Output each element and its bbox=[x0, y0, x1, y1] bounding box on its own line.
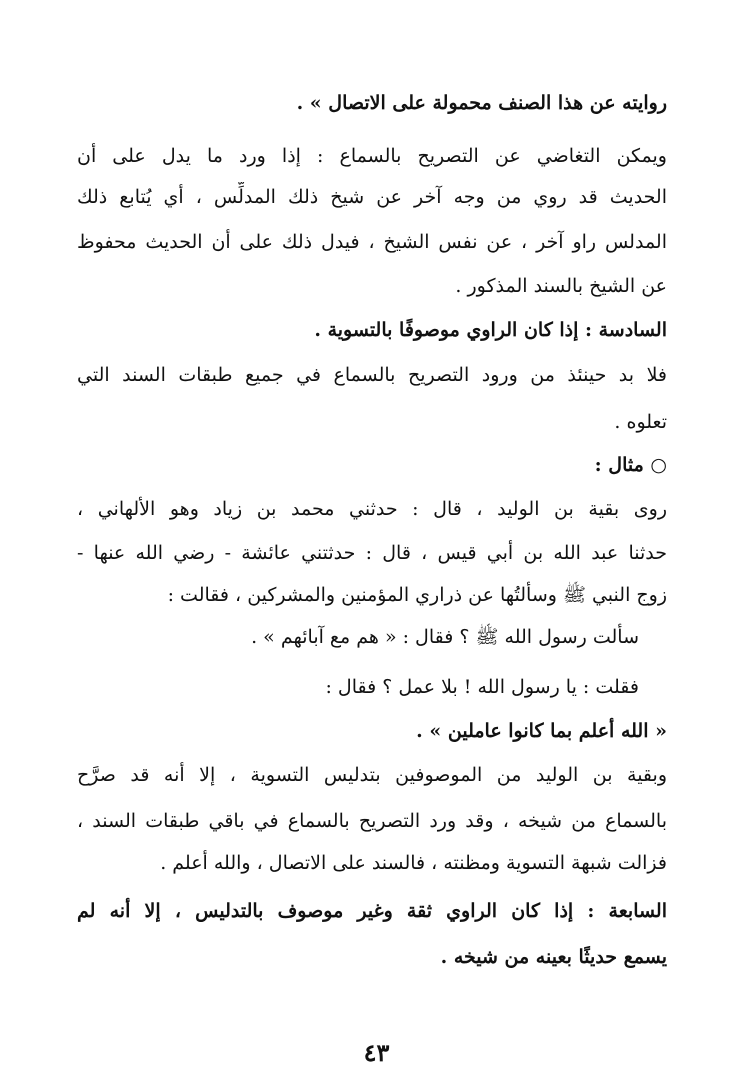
quote-line: « الله أعلم بما كانوا عاملين » . bbox=[416, 720, 667, 742]
text-line: المدلس راو آخر ، عن نفس الشيخ ، فيدل ذلك على أن الحديث محفوظ bbox=[77, 231, 667, 253]
page-number: ٤٣ bbox=[363, 1038, 390, 1067]
text-line: بالسماع من شيخه ، وقد ورد التصريح بالسماع في باقي طبقات السند ، bbox=[77, 810, 667, 832]
text-line: تعلوه . bbox=[614, 411, 667, 433]
text-line: الحديث قد روي من وجه آخر عن شيخ ذلك المدلِّس ، أي يُتابع ذلك bbox=[77, 186, 667, 208]
text-line: روايته عن هذا الصنف محمولة على الاتصال » . bbox=[296, 92, 667, 114]
text-line: روى بقية بن الوليد ، قال : حدثني محمد بن زياد وهو الألهاني ، bbox=[77, 498, 667, 520]
example-heading: ○ مثال : bbox=[594, 454, 667, 476]
text-line: زوج النبي ﷺ وسألتُها عن ذراري المؤمنين والمشركين ، فقالت : bbox=[167, 584, 667, 606]
text-line: يسمع حديثًا بعينه من شيخه . bbox=[440, 946, 667, 968]
text-line: عن الشيخ بالسند المذكور . bbox=[455, 275, 667, 297]
text-line: وبقية بن الوليد من الموصوفين بتدليس التسوية ، إلا أنه قد صرَّح bbox=[77, 764, 667, 786]
text-line: ويمكن التغاضي عن التصريح بالسماع : إذا ورد ما يدل على أن bbox=[77, 145, 667, 167]
section-heading: السادسة : إذا كان الراوي موصوفًا بالتسوية . bbox=[314, 319, 667, 341]
text-line: حدثنا عبد الله بن أبي قيس ، قال : حدثتني عائشة - رضي الله عنها - bbox=[77, 542, 667, 564]
text-line: فقلت : يا رسول الله ! بلا عمل ؟ فقال : bbox=[325, 676, 639, 698]
text-line: فلا بد حينئذ من ورود التصريح بالسماع في جميع طبقات السند التي bbox=[77, 364, 667, 386]
text-line: فزالت شبهة التسوية ومظنته ، فالسند على الاتصال ، والله أعلم . bbox=[160, 852, 667, 874]
section-heading: السابعة : إذا كان الراوي ثقة وغير موصوف بالتدليس ، إلا أنه لم bbox=[77, 900, 667, 922]
text-line: سألت رسول الله ﷺ ؟ فقال : « هم مع آبائهم » . bbox=[251, 626, 639, 648]
